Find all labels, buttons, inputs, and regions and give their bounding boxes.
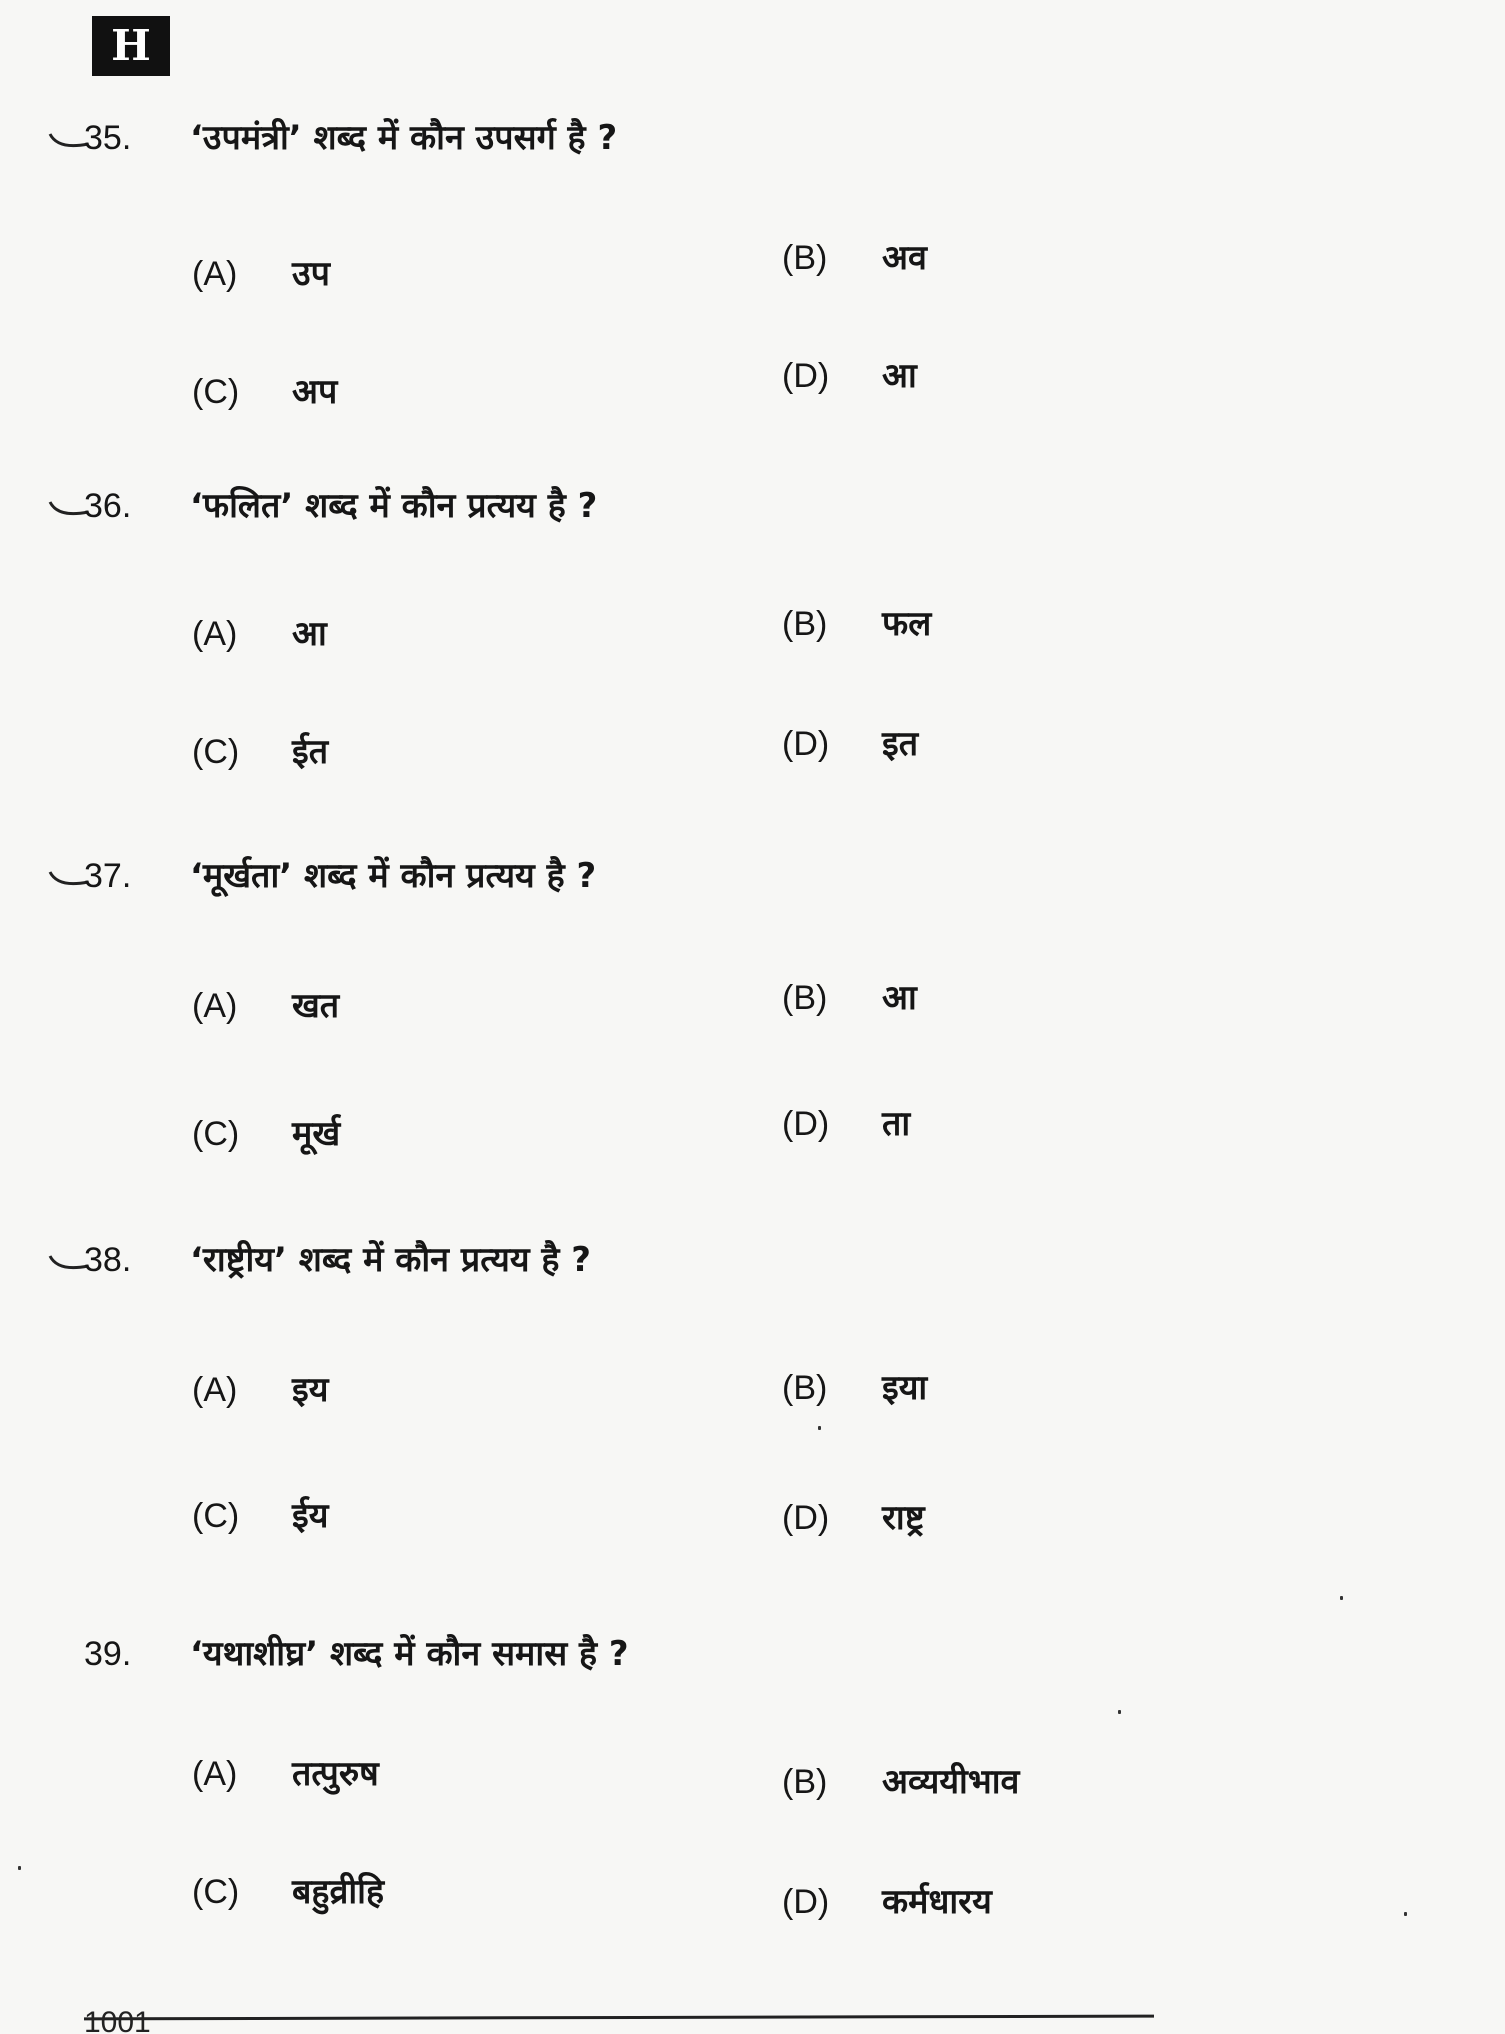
question-39 [0,1632,1505,2012]
option-label: (C) [192,1497,240,1535]
question-number: 36. [84,487,132,525]
option-label: (B) [782,979,828,1017]
scan-speck [1404,1912,1407,1916]
option-text: तत्पुरुष [292,1754,379,1794]
option-text: आ [882,356,917,396]
scan-speck [1118,1710,1121,1714]
question-text: ‘उपमंत्री’ शब्द में कौन उपसर्ग है ? [190,118,618,158]
option-text: बहुव्रीहि [292,1872,385,1912]
option-text: अव [882,238,927,278]
option-label: (A) [192,987,238,1025]
question-number: 35. [84,119,132,157]
set-badge: H [92,16,170,76]
question-number: 38. [84,1241,132,1279]
question-text: ‘यथाशीघ्र’ शब्द में कौन समास है ? [190,1634,629,1674]
option-label: (B) [782,605,828,643]
option-text: फल [882,604,932,644]
option-text: आ [882,978,917,1018]
option-label: (D) [782,1883,830,1921]
option-label: (A) [192,615,238,653]
scan-speck [818,1426,821,1430]
option-label: (C) [192,1873,240,1911]
option-text: आ [292,614,327,654]
option-text: इय [292,1370,329,1410]
option-label: (B) [782,1369,828,1407]
option-label: (C) [192,733,240,771]
option-label: (D) [782,1499,830,1537]
question-text: ‘राष्ट्रीय’ शब्द में कौन प्रत्यय है ? [190,1240,591,1280]
footer-code: 1001 [84,2008,151,2034]
question-35 [0,116,1505,496]
question-36 [0,484,1505,864]
question-38 [0,1238,1505,1618]
footer-rule [84,2015,1154,2021]
option-label: (D) [782,725,830,763]
question-37 [0,854,1505,1234]
option-text: इत [882,724,919,764]
option-text: इया [882,1368,928,1408]
option-text: मूर्ख [292,1114,341,1154]
option-text: राष्ट्र [882,1498,925,1538]
option-text: कर्मधारय [882,1882,992,1922]
option-text: ता [882,1104,911,1144]
scan-speck [18,1866,21,1870]
option-text: अव्ययीभाव [882,1762,1020,1802]
option-label: (C) [192,373,240,411]
option-text: अप [292,372,338,412]
option-label: (B) [782,239,828,277]
question-number: 39. [84,1635,132,1673]
option-label: (A) [192,1371,238,1409]
option-label: (B) [782,1763,828,1801]
question-text: ‘मूर्खता’ शब्द में कौन प्रत्यय है ? [190,856,597,896]
option-label: (C) [192,1115,240,1153]
option-text: उप [292,254,330,294]
option-label: (D) [782,1105,830,1143]
question-text: ‘फलित’ शब्द में कौन प्रत्यय है ? [190,486,598,526]
option-label: (A) [192,1755,238,1793]
option-label: (D) [782,357,830,395]
option-label: (A) [192,255,238,293]
option-text: खत [292,986,340,1026]
option-text: ईत [292,732,329,772]
option-text: ईय [292,1496,329,1536]
question-number: 37. [84,857,132,895]
scan-speck [1340,1596,1343,1600]
